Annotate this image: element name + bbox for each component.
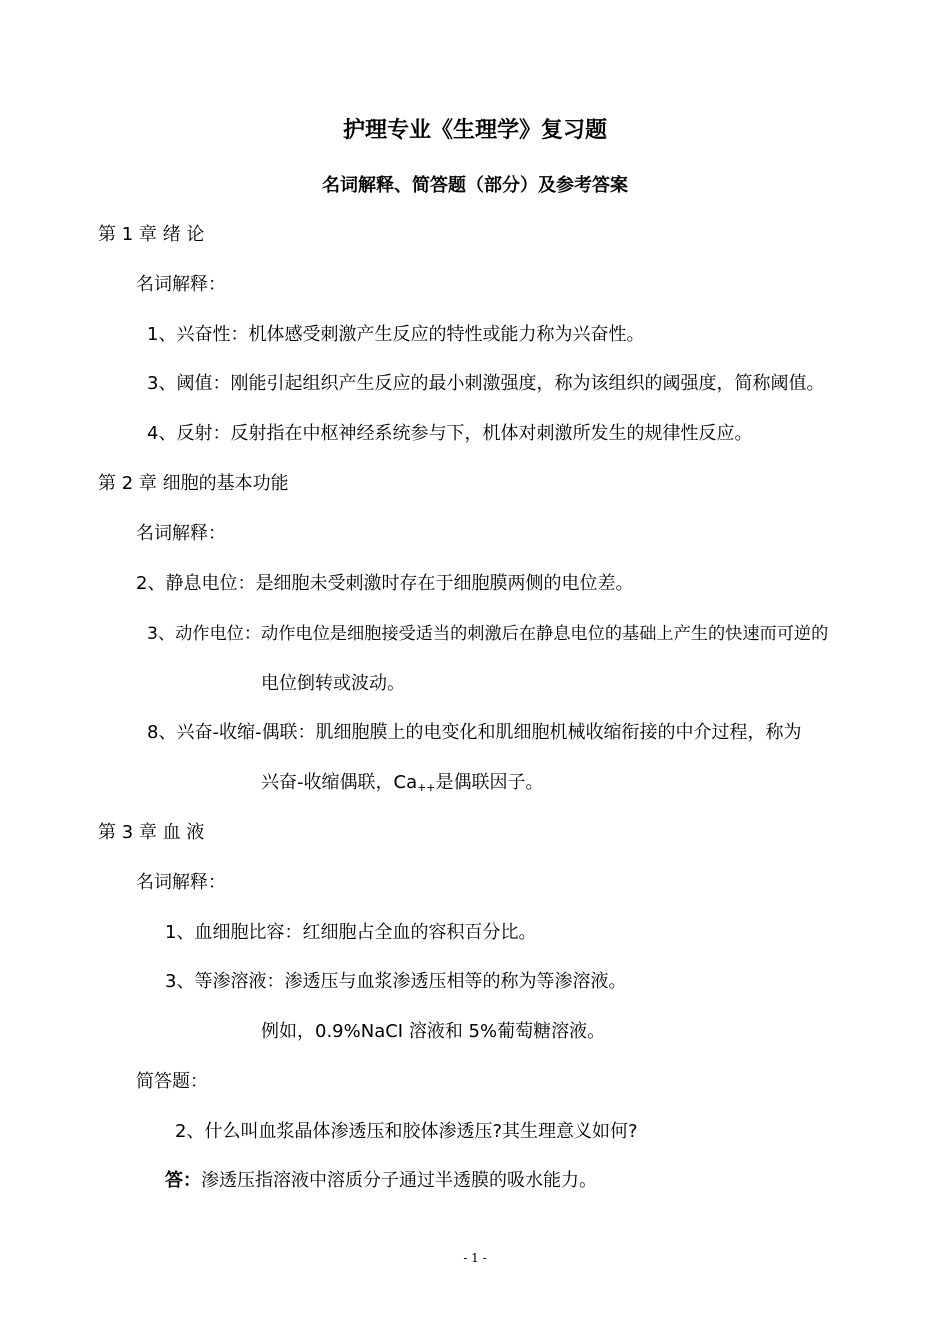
page-number: - 1 - xyxy=(463,1251,487,1265)
chapter-1-term-section-label: 名词解释： xyxy=(136,274,226,295)
ec-coupling-factor-text: 是偶联因子。 xyxy=(435,772,544,793)
chapter-1-term-threshold: 3、阈值：刚能引起组织产生反应的最小刺激强度，称为该组织的阈强度，简称阈值。 xyxy=(147,373,825,394)
chapter-3-answer xyxy=(165,1168,597,1194)
chapter-2-term-action-potential: 3、动作电位：动作电位是细胞接受适当的刺激后在静息电位的基础上产生的快速而可逆的 xyxy=(147,624,829,644)
chapter-3-term-isosmotic: 3、等渗溶液：渗透压与血浆渗透压相等的称为等渗溶液。 xyxy=(165,971,627,992)
ec-coupling-text: 兴奋-收缩偶联，Ca xyxy=(261,772,418,793)
document-title: 护理专业《生理学》复习题 xyxy=(342,118,607,143)
chapter-3-short-answer-label: 简答题： xyxy=(136,1071,208,1092)
document-subtitle: 名词解释、简答题（部分）及参考答案 xyxy=(322,175,628,196)
answer-text: 渗透压指溶液中溶质分子通过半透膜的吸水能力。 xyxy=(201,1170,597,1191)
chapter-2-heading: 第 2 章 细胞的基本功能 xyxy=(98,473,289,494)
chapter-3-term-section-label: 名词解释： xyxy=(136,872,226,893)
chapter-3-term-isosmotic-example: 例如，0.9%NaCI 溶液和 5%葡萄糖溶液。 xyxy=(261,1021,606,1042)
chapter-3-term-hematocrit: 1、血细胞比容：红细胞占全血的容积百分比。 xyxy=(165,922,537,943)
chapter-2-term-ec-coupling: 8、兴奋-收缩-偶联：肌细胞膜上的电变化和肌细胞机械收缩衔接的中介过程，称为 xyxy=(147,722,802,743)
chapter-3-heading: 第 3 章 血 液 xyxy=(98,822,205,843)
chapter-2-term-resting-potential: 2、静息电位：是细胞未受刺激时存在于细胞膜两侧的电位差。 xyxy=(136,573,634,594)
chapter-1-term-reflex: 4、反射：反射指在中枢神经系统参与下，机体对刺激所发生的规律性反应。 xyxy=(147,423,753,444)
chapter-3-question: 2、什么叫血浆晶体渗透压和胶体渗透压?其生理意义如何? xyxy=(175,1121,638,1142)
answer-label: 答： xyxy=(165,1170,201,1191)
chapter-1-heading: 第 1 章 绪 论 xyxy=(98,224,205,245)
chapter-2-term-ec-coupling-cont xyxy=(261,770,544,801)
chapter-2-term-section-label: 名词解释： xyxy=(136,523,226,544)
chapter-2-term-action-potential-cont: 电位倒转或波动。 xyxy=(261,673,405,694)
calcium-charge-subscript: ++ xyxy=(417,781,436,794)
chapter-1-term-excitability: 1、兴奋性：机体感受刺激产生反应的特性或能力称为兴奋性。 xyxy=(147,324,645,345)
